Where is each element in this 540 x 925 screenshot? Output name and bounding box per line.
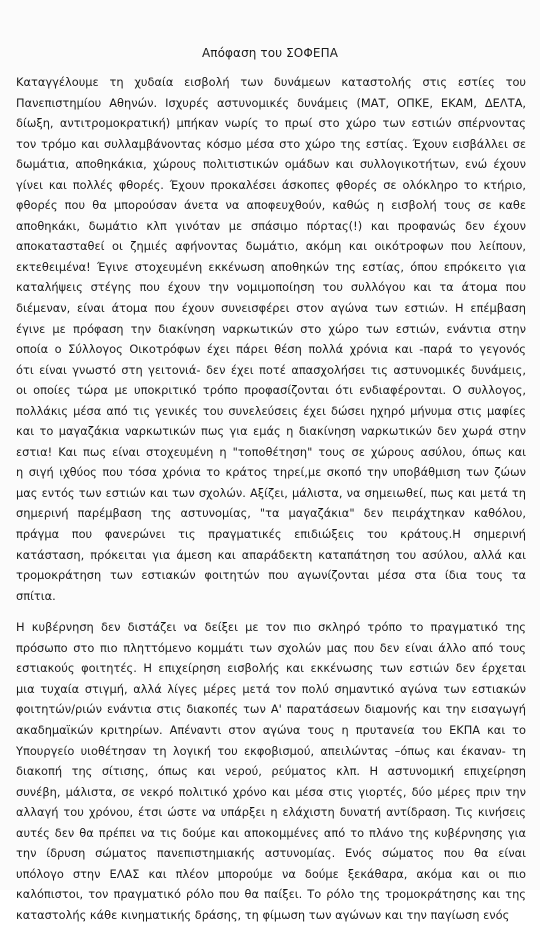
text-line: εστιακούς φοιτητές. Η επιχείρηση εισβολής και εκκένωσης των εστιών δεν έρχεται: [16, 661, 526, 676]
text-line: καταστολής κάθε κινηματικής δράσης, τη φίμωση των αγώνων και την παγίωση ενός: [16, 907, 510, 922]
text-line: μια τυχαία στιγμή, αλλά λίγες μέρες μετά τον πολύ σημαντικό αγώνα των εστιακών: [16, 681, 526, 696]
text-line: μας εντός των εστιών και των σχολών. Αξίζει, μάλιστα, να σημειωθεί, πως και μετά τη: [16, 485, 526, 500]
text-line: υπόλογο στην ΕΛΑΣ και πλέον μπορούμε να δούμε ξεκάθαρα, ακόμα και οι πιο: [16, 866, 526, 881]
text-line: αλλαγή του χρόνου, έτσι ώστε να υπάρξει η ελάχιστη δυνατή αντίδραση. Τις κινήσεις: [16, 805, 526, 820]
text-line: Η κυβέρνηση δεν διστάζει να δείξει με τον πιο σκληρό τρόπο το πραγματικό της: [16, 620, 526, 635]
text-line: αποθηκάκι, δωμάτιο κλπ γινόταν με σπάσιμο πόρτας(!) και προφανώς δεν έχουν: [16, 218, 526, 233]
text-line: αυτές δεν θα πρέπει να τις δούμε και αποκομμένες από το πλάνο της κυβέρνησης για: [16, 825, 526, 840]
paragraph-1: [16, 72, 526, 606]
text-line: ότι είναι γνωστό στη γειτονιά- δεν έχει ποτέ απασχολήσει τις αστυνομικές δυνάμεις,: [16, 362, 526, 377]
text-line: τον τρόμο και συλλαμβάνοντας κόσμο μέσα στο χώρο της εστίας. Έχουν εισβάλλει σε: [16, 136, 526, 151]
text-line: Υπουργείο υιοθέτησαν τη λογική του εκφοβισμού, απειλώντας –όπως και έκαναν- τη: [16, 743, 526, 758]
text-line: σπίτια.: [16, 588, 56, 603]
text-line: πολλάκις μέσα από τις γενικές του συνελεύσεις έχει δώσει ηχηρό μήνυμα στις μαφίες: [16, 403, 526, 418]
text-line: την ίδρυση σώματος πανεπιστημιακής αστυνομίας. Ενός σώματος που θα είναι: [16, 846, 526, 861]
text-line: και το μαγαζάκια ναρκωτικών πως για εμάς η διακίνηση ναρκωτικών δεν χωρά στην: [16, 424, 526, 439]
text-line: πρόσωπο στο πιο πληττόμενο κομμάτι των σχολών μας που δεν είναι άλλο από τους: [16, 640, 526, 655]
text-line: ακαδημαϊκών κριτηρίων. Απέναντι στον αγώνα τους η πρυτανεία του ΕΚΠΑ και το: [16, 722, 526, 737]
text-line: φοιτητών/ριών ενάντια στις διακοπές των Α' παρατάσεων διαμονής και την εισαγωγή: [16, 702, 526, 717]
paragraph-2: [16, 617, 526, 925]
document-title: Απόφαση του ΣΟΦΕΠΑ: [201, 46, 339, 60]
text-line: οι οποίες τώρα με υποκριτικό τρόπο προφασίζονται ότι ενδιαφέρονται. Ο συλλογος,: [16, 383, 526, 398]
text-line: εκτεθειμένα! Έγινε στοχευμένη εκκένωση αποθηκών της εστίας, όπου επρόκειτο για: [16, 259, 526, 274]
text-line: εστια! Και πως είναι στοχευμένη η "τοποθέτηση" τους σε χώρους ασύλου, όπως και: [16, 444, 526, 459]
text-line: σημερινή παρέμβαση της αστυνομίας, "τα μαγαζάκια" δεν πειράχτηκαν καθόλου,: [16, 506, 526, 521]
text-line: έγινε με πρόφαση την διακίνηση ναρκωτικών στο χώρο των εστιών, ενάντια στην: [16, 321, 526, 336]
text-line: Πανεπιστημίου Αθηνών. Ισχυρές αστυνομικές δυνάμεις (ΜΑΤ, ΟΠΚΕ, ΕΚΑΜ, ΔΕΛΤΑ,: [16, 95, 526, 110]
text-line: δωμάτια, αποθηκάκια, χώρους πολιτιστικών ομάδων και συλλογικοτήτων, ενώ έχουν: [16, 157, 526, 172]
document-body: [16, 72, 526, 925]
text-line: διακοπή της σίτισης, όπως και νερού, ρεύματος κλπ. Η αστυνομική επιχείρηση: [16, 764, 526, 779]
text-line: η σιγή ιχθύος που τόσα χρόνια το κράτος τηρεί,με σκοπό την υποβάθμιση των ζώων: [16, 465, 526, 480]
text-line: διέμεναν, είναι άτομα που έχουν συνεισφέρει στον αγώνα των εστιών. Η επέμβαση: [16, 301, 526, 316]
text-line: κατάσταση, πρόκειται για άμεση και απαράδεκτη καταπάτηση του ασύλου, αλλά και: [16, 547, 526, 562]
text-line: Καταγγέλουμε τη χυδαία εισβολή των δυνάμεων καταστολής στις εστίες του: [16, 75, 526, 89]
text-line: καλόπιστοι, τον πραγματικό ρόλο που θα παίξει. Το ρόλο της τρομοκράτησης και της: [16, 887, 526, 902]
text-line: αποκατασταθεί οι ζημιές αφήνοντας δωμάτιο, ακόμη και οικότροφων που λείπουν,: [16, 239, 526, 254]
text-line: οποία ο Σύλλογος Οικοτρόφων έχει πάρει θέση πολλά χρόνια και -παρά το γεγονός: [16, 342, 526, 357]
text-line: τρομοκράτηση των εστιακών φοιτητών που αγωνίζονται μέσα στα ίδια τους τα: [16, 568, 526, 583]
text-line: γίνει και πολλές φθορές. Έχουν προκαλέσει άσκοπες φθορές σε ολόκληρο το κτήριο,: [16, 177, 526, 192]
text-line: συνέβη, μάλιστα, σε νεκρό πολιτικό χρόνο και μέσα στις γιορτές, δύο μέρες πριν την: [16, 784, 526, 799]
text-line: πράγμα που φανερώνει τις πραγματικές επιδιώξεις του κράτους.Η σημερινή: [16, 527, 526, 542]
text-line: φθορές που θα μπορούσαν άνετα να αποφευχθούν, καθώς η εισβολή τους σε καθε: [16, 198, 526, 213]
text-line: δίωξη, αντιτρομοκρατική) μπήκαν νωρίς το πρωί στο χώρο των εστιών σπέρνοντας: [16, 116, 526, 131]
text-line: καταλήψεις στέγης που έχουν την νομιμοποίηση του συλλόγου και τα άτομα που: [16, 280, 526, 295]
